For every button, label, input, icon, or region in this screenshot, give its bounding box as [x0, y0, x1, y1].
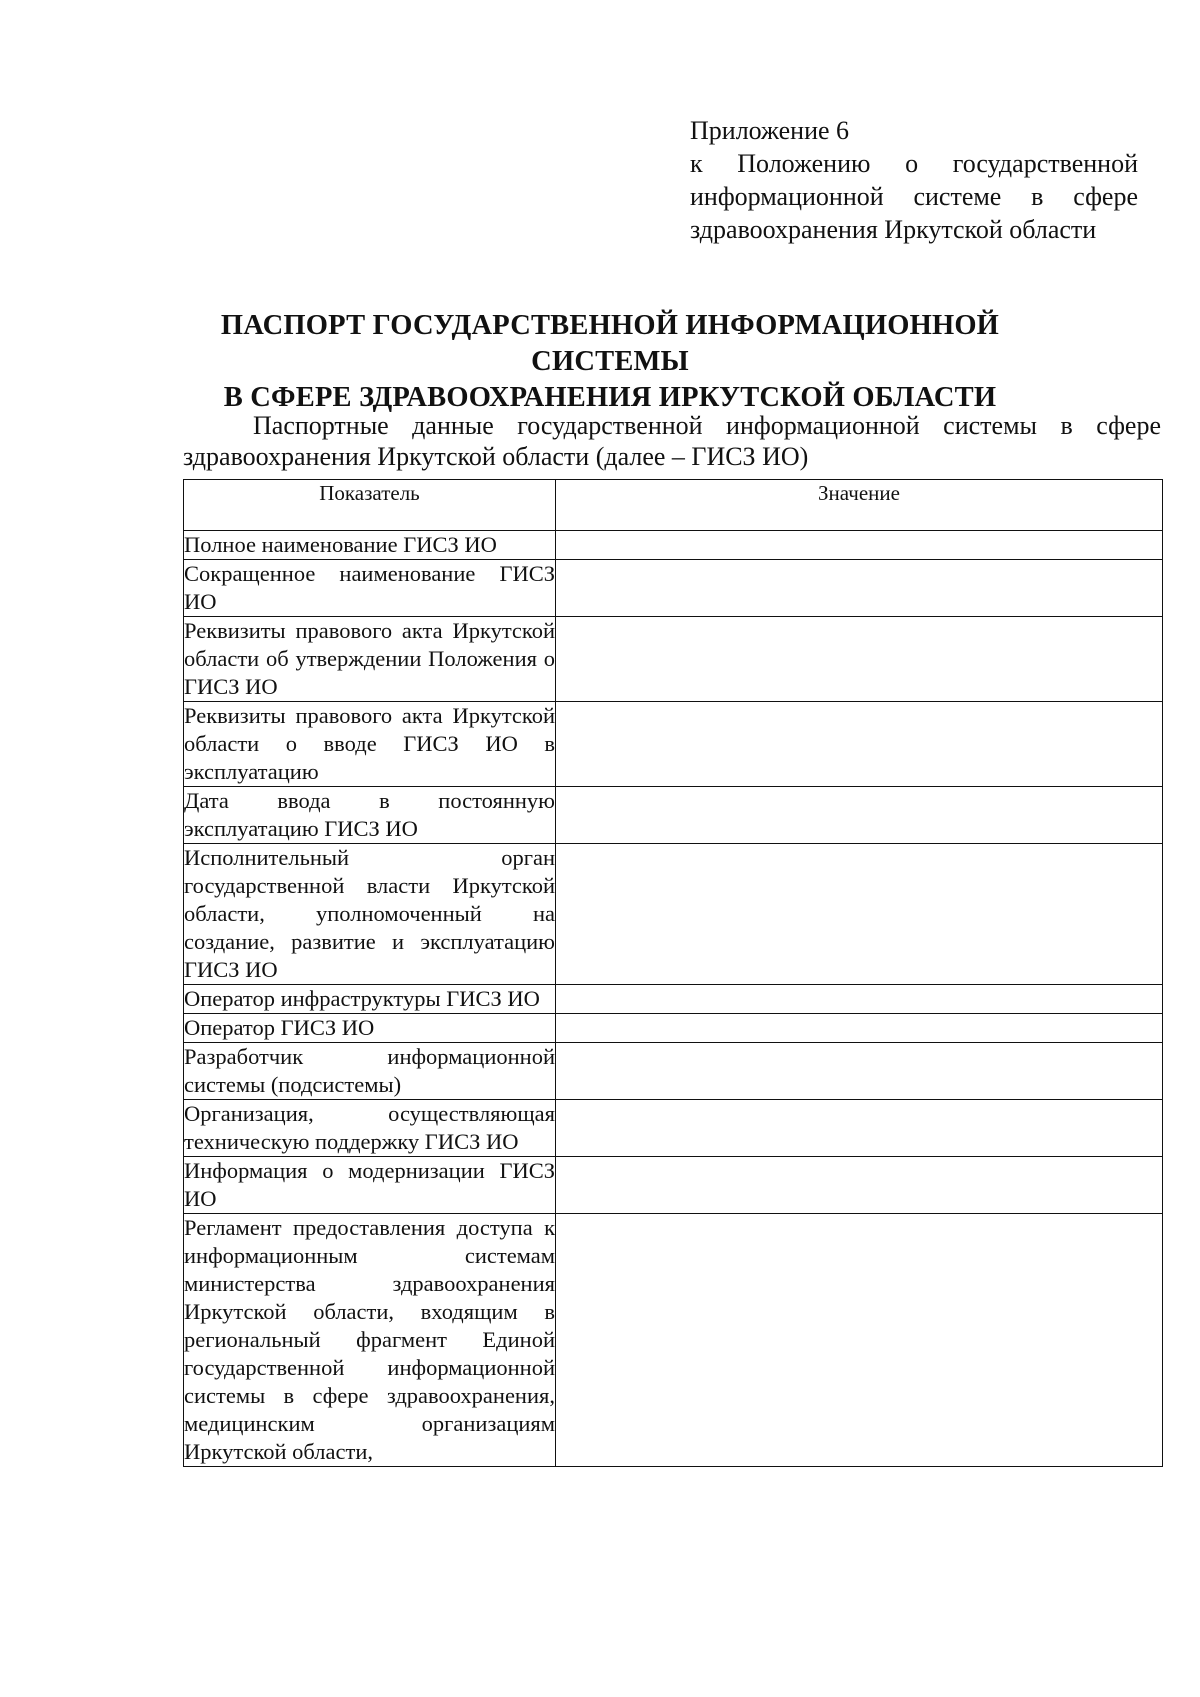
- row-label-commissioning-date: Дата ввода в постоянную эксплуатацию ГИСЗ ИО: [184, 787, 556, 844]
- table-row: [184, 985, 1163, 1014]
- row-value-access-regulation: [556, 1214, 1163, 1467]
- row-label-commissioning-act: Реквизиты правового акта Иркутской области о вводе ГИСЗ ИО в эксплуатацию: [184, 702, 556, 787]
- row-value-developer: [556, 1043, 1163, 1100]
- intro-paragraph: Паспортные данные государственной информационной системы в сфере здравоохранения Иркутской области (далее – ГИСЗ ИО): [183, 411, 1161, 471]
- table-row: [184, 844, 1163, 985]
- row-label-operator: Оператор ГИСЗ ИО: [184, 1014, 556, 1043]
- table-row: [184, 617, 1163, 702]
- table-header-row: [184, 480, 1163, 531]
- row-value-regulation-act: [556, 617, 1163, 702]
- row-label-executive-body: Исполнительный орган государственной власти Иркутской области, уполномоченный на создание, развитие и эксплуатацию ГИСЗ ИО: [184, 844, 556, 985]
- table-row: [184, 560, 1163, 617]
- row-value-commissioning-date: [556, 787, 1163, 844]
- passport-table: [183, 479, 1163, 1467]
- table-row: [184, 1214, 1163, 1467]
- row-label-short-name: Сокращенное наименование ГИСЗ ИО: [184, 560, 556, 617]
- row-label-full-name: Полное наименование ГИСЗ ИО: [184, 531, 556, 560]
- row-label-modernization-info: Информация о модернизации ГИСЗ ИО: [184, 1157, 556, 1214]
- row-value-full-name: [556, 531, 1163, 560]
- document-title-line-2: В СФЕРЕ ЗДРАВООХРАНЕНИЯ ИРКУТСКОЙ ОБЛАСТИ: [223, 382, 997, 413]
- table-row: [184, 1100, 1163, 1157]
- table-row: [184, 702, 1163, 787]
- row-value-executive-body: [556, 844, 1163, 985]
- appendix-number: Приложение 6: [690, 116, 850, 145]
- row-label-access-regulation: Регламент предоставления доступа к информационным системам министерства здравоохранения Иркутской области, входящим в региональный фрагмент Единой государственной информационной системы в сфере здравоохранения, медицинским организациям Иркутской области,: [184, 1214, 556, 1467]
- row-label-developer: Разработчик информационной системы (подсистемы): [184, 1043, 556, 1100]
- document-title-line-1: ПАСПОРТ ГОСУДАРСТВЕННОЙ ИНФОРМАЦИОННОЙ СИСТЕМЫ: [220, 310, 1000, 377]
- table-row: [184, 1157, 1163, 1214]
- row-label-support-organization: Организация, осуществляющая техническую поддержку ГИСЗ ИО: [184, 1100, 556, 1157]
- document-title: [150, 308, 1070, 416]
- header-indicator: Показатель: [184, 480, 556, 531]
- appendix-reference: к Положению о государственной информационной системе в сфере здравоохранения Иркутской области: [690, 149, 1138, 244]
- appendix-note: [690, 114, 1138, 246]
- row-value-commissioning-act: [556, 702, 1163, 787]
- row-value-support-organization: [556, 1100, 1163, 1157]
- table-row: [184, 1014, 1163, 1043]
- row-value-short-name: [556, 560, 1163, 617]
- header-value: Значение: [556, 480, 1163, 531]
- table-row: [184, 531, 1163, 560]
- row-label-regulation-act: Реквизиты правового акта Иркутской области об утверждении Положения о ГИСЗ ИО: [184, 617, 556, 702]
- table-row: [184, 1043, 1163, 1100]
- row-value-operator: [556, 1014, 1163, 1043]
- table-row: [184, 787, 1163, 844]
- row-value-modernization-info: [556, 1157, 1163, 1214]
- row-value-infrastructure-operator: [556, 985, 1163, 1014]
- row-label-infrastructure-operator: Оператор инфраструктуры ГИСЗ ИО: [184, 985, 556, 1014]
